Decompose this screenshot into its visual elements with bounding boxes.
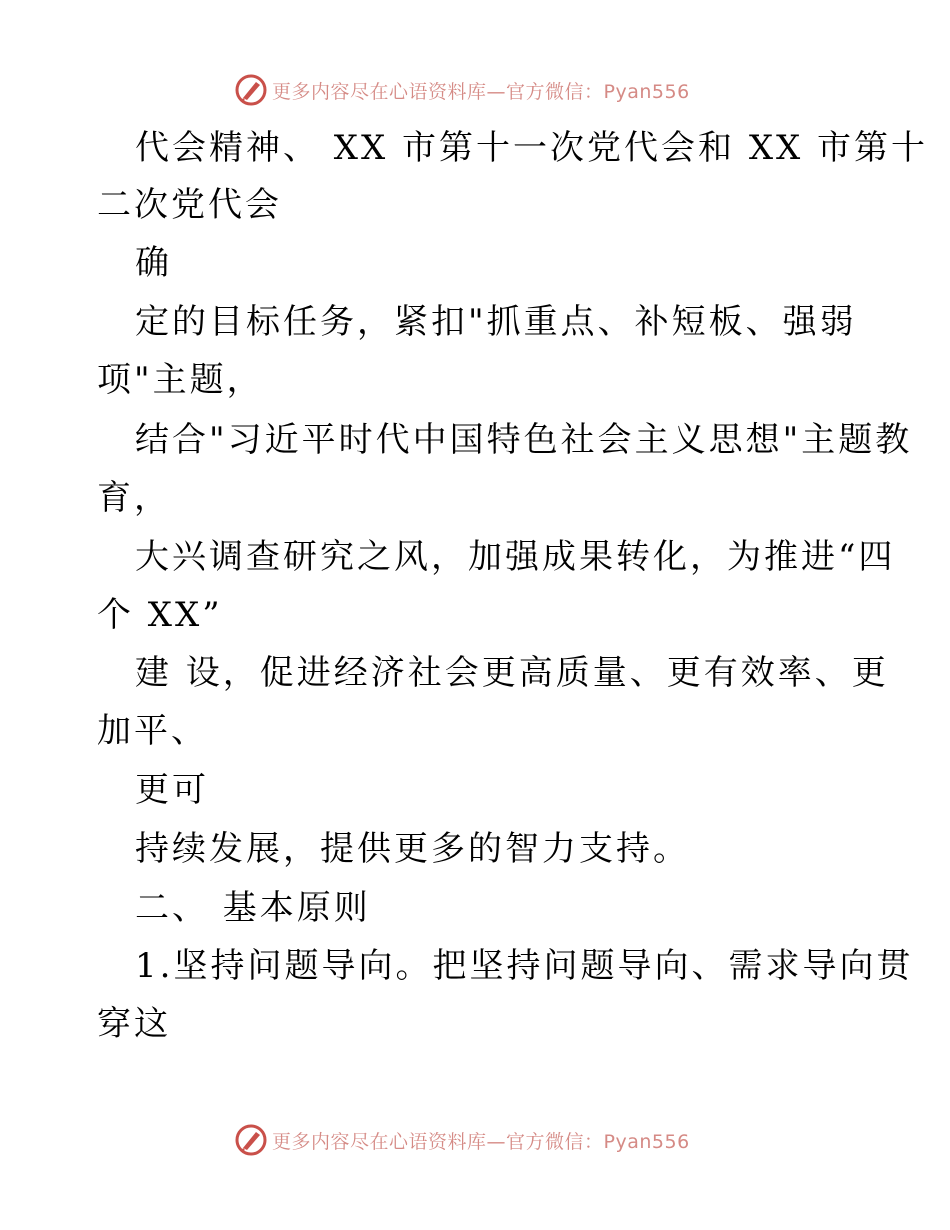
body-line: 定的目标任务，紧扣"抓重点、补短板、强弱 — [135, 302, 857, 342]
body-line: 更可 — [135, 770, 209, 810]
body-line: 加平、 — [97, 711, 208, 751]
body-line: 代会精神、 XX 市第十一次党代会和 XX 市第十 — [135, 128, 929, 168]
body-line: 持续发展，提供更多的智力支持。 — [135, 829, 690, 869]
watermark-text: 更多内容尽在心语资料库—官方微信：Pyan556 — [272, 1130, 690, 1153]
body-line: 穿这 — [97, 1004, 171, 1044]
body-line: 1.坚持问题导向。把坚持问题导向、需求导向贯 — [135, 946, 914, 986]
body-line: 项"主题， — [97, 360, 264, 400]
body-line: 结合"习近平时代中国特色社会主义思想"主题教 — [135, 420, 913, 460]
pen-logo-icon — [234, 1123, 268, 1157]
watermark-text: 更多内容尽在心语资料库—官方微信：Pyan556 — [272, 80, 690, 103]
pen-logo-icon — [234, 73, 268, 107]
watermark-footer — [234, 1123, 714, 1157]
body-line: 二次党代会 — [97, 185, 282, 225]
body-line: 大兴调查研究之风，加强成果转化，为推进“四 — [135, 537, 896, 577]
watermark-header — [234, 73, 714, 107]
section-heading: 二、 基本原则 — [135, 888, 371, 928]
body-line: 建 设，促进经济社会更高质量、更有效率、更 — [135, 653, 889, 693]
body-line: 确 — [135, 243, 172, 283]
body-line: 育， — [97, 478, 171, 518]
body-line: 个 XX” — [97, 595, 223, 635]
